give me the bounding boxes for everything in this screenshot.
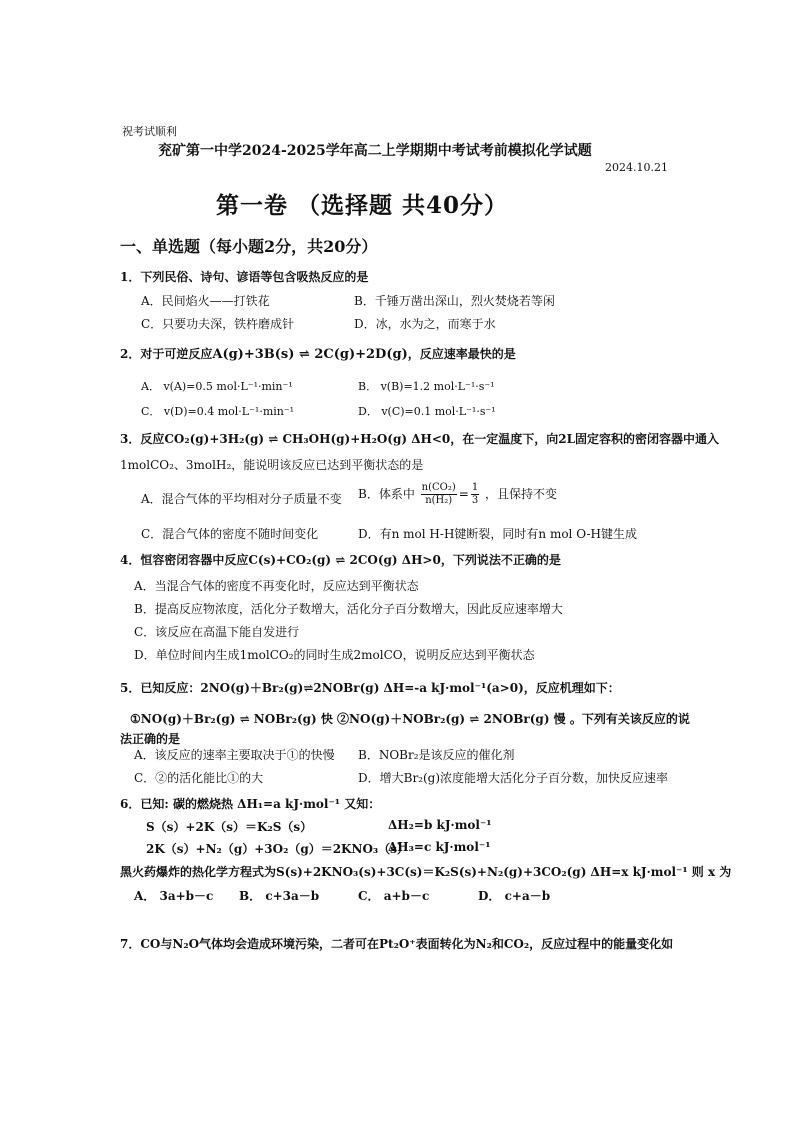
section-heading: 一、单选题（每小题2分，共20分） [120, 237, 378, 256]
reaction-mechanism: ①NO(g)＋Br₂(g) ⇌ NOBr₂(g) 快 ②NO(g)＋NOBr₂(g) ⇌ 2NOBr(g) 慢 。下列有关该反应的说 [130, 712, 690, 726]
fraction-numerator: 1 [471, 482, 479, 493]
option-a: A．该反应的速率主要取决于①的快慢 [134, 748, 335, 762]
option-b: B．NOBr₂是该反应的催化剂 [358, 748, 515, 762]
option-d: D．单位时间内生成1molCO₂的同时生成2molCO，说明反应达到平衡状态 [134, 648, 535, 662]
question-stem: 6．已知: 碳的燃烧热 ΔH₁=a kJ·mol⁻¹ 又知： [120, 797, 381, 811]
reaction-mechanism-cont: 法正确的是 [120, 732, 181, 746]
stem-prefix: 2．对于可逆反应 [120, 347, 213, 361]
fraction-denominator: 3 [471, 495, 479, 506]
ratio-value-fraction [471, 482, 479, 507]
option-b-prefix: B．体系中 [358, 487, 415, 501]
volume-title: 第一卷 （选择题 共40分） [216, 192, 509, 219]
option-d: D．有n mol H-H键断裂，同时有n mol O-H键生成 [358, 527, 638, 541]
good-luck-note: 祝考试顺利 [122, 125, 177, 138]
option-d: D．冰，水为之，而寒于水 [354, 317, 496, 331]
option-a: A． v(A)=0.5 mol·L⁻¹·min⁻¹ [141, 380, 293, 393]
question-stem [120, 345, 516, 362]
equation-2: 2K（s）+N₂（g）+3O₂（g）＝2KNO₃（s） [146, 842, 409, 856]
question-stem-line-1: 3．反应CO₂(g)+3H₂(g) ⇌ CH₃OH(g)+H₂O(g) ΔH<0，在一定温度下，向2L固定容积的密闭容器中通入 [120, 432, 720, 446]
option-b: B．提高反应物浓度，活化分子数增大，活化分子百分数增大，因此反应速率增大 [134, 602, 563, 616]
fraction-denominator: n(H₂) [425, 495, 453, 506]
option-b: B． c+3a－b [239, 889, 320, 903]
option-c: C．该反应在高温下能自发进行 [134, 625, 300, 639]
option-c: C．②的活化能比①的大 [134, 771, 264, 785]
option-c: C． a+b－c [358, 889, 430, 903]
option-a: A． 3a+b－c [134, 889, 214, 903]
fraction-numerator: n(CO₂) [421, 482, 456, 493]
question-stem: 4．恒容密闭容器中反应C(s)+CO₂(g) ⇌ 2CO(g) ΔH>0，下列说法不正确的是 [120, 553, 561, 567]
option-d: D． v(C)=0.1 mol·L⁻¹·s⁻¹ [358, 405, 496, 418]
equation-1: S（s）+2K（s）＝K₂S（s） [146, 820, 313, 834]
option-a: A．混合气体的平均相对分子质量不变 [141, 492, 342, 506]
option-c: C．只要功夫深，铁杵磨成针 [141, 317, 295, 331]
exam-date: 2024.10.21 [605, 161, 668, 174]
question-stem: 5．已知反应：2NO(g)＋Br₂(g)⇌2NOBr(g) ΔH=-a kJ·mol⁻¹(a>0)，反应机理如下： [120, 681, 620, 695]
option-d: D． c+a－b [478, 889, 551, 903]
gunpowder-equation-line: 黑火药爆炸的热化学方程式为S(s)+2KNO₃(s)+3C(s)＝K₂S(s)+N₂(g)+3CO₂(g) ΔH=x kJ·mol⁻¹ 则 x 为 [120, 865, 732, 879]
question-stem-line-2: 1molCO₂、3molH₂，能说明该反应已达到平衡状态的是 [120, 458, 424, 472]
option-b [358, 482, 557, 507]
option-a: A．当混合气体的密度不再变化时，反应达到平衡状态 [134, 579, 419, 593]
stem-suffix: ，反应速率最快的是 [407, 347, 516, 361]
option-c: C．混合气体的密度不随时间变化 [141, 527, 319, 541]
option-b: B．千锤万凿出深山，烈火焚烧若等闲 [354, 294, 555, 308]
question-stem: 7．CO与N₂O气体均会造成环境污染，二者可在Pt₂O⁺表面转化为N₂和CO₂，反应过程中的能量变化如 [120, 937, 674, 951]
option-d: D．增大Br₂(g)浓度能增大活化分子百分数，加快反应速率 [358, 771, 669, 785]
equals-sign: = [458, 487, 469, 501]
enthalpy-3: ΔH₃=c kJ·mol⁻¹ [388, 840, 491, 854]
enthalpy-2: ΔH₂=b kJ·mol⁻¹ [388, 818, 492, 832]
option-a: A．民间焰火——打铁花 [141, 294, 270, 308]
question-stem: 1．下列民俗、诗句、谚语等包含吸热反应的是 [120, 270, 369, 284]
mole-ratio-fraction [421, 482, 457, 507]
option-b-suffix: ，且保持不变 [485, 487, 558, 501]
option-c: C． v(D)=0.4 mol·L⁻¹·min⁻¹ [141, 405, 295, 418]
reaction-equation: A(g)+3B(s) ⇌ 2C(g)+2D(g) [212, 347, 408, 362]
exam-title: 兖矿第一中学2024-2025学年高二上学期期中考试考前模拟化学试题 [158, 143, 592, 159]
option-b: B． v(B)=1.2 mol·L⁻¹·s⁻¹ [358, 380, 495, 393]
